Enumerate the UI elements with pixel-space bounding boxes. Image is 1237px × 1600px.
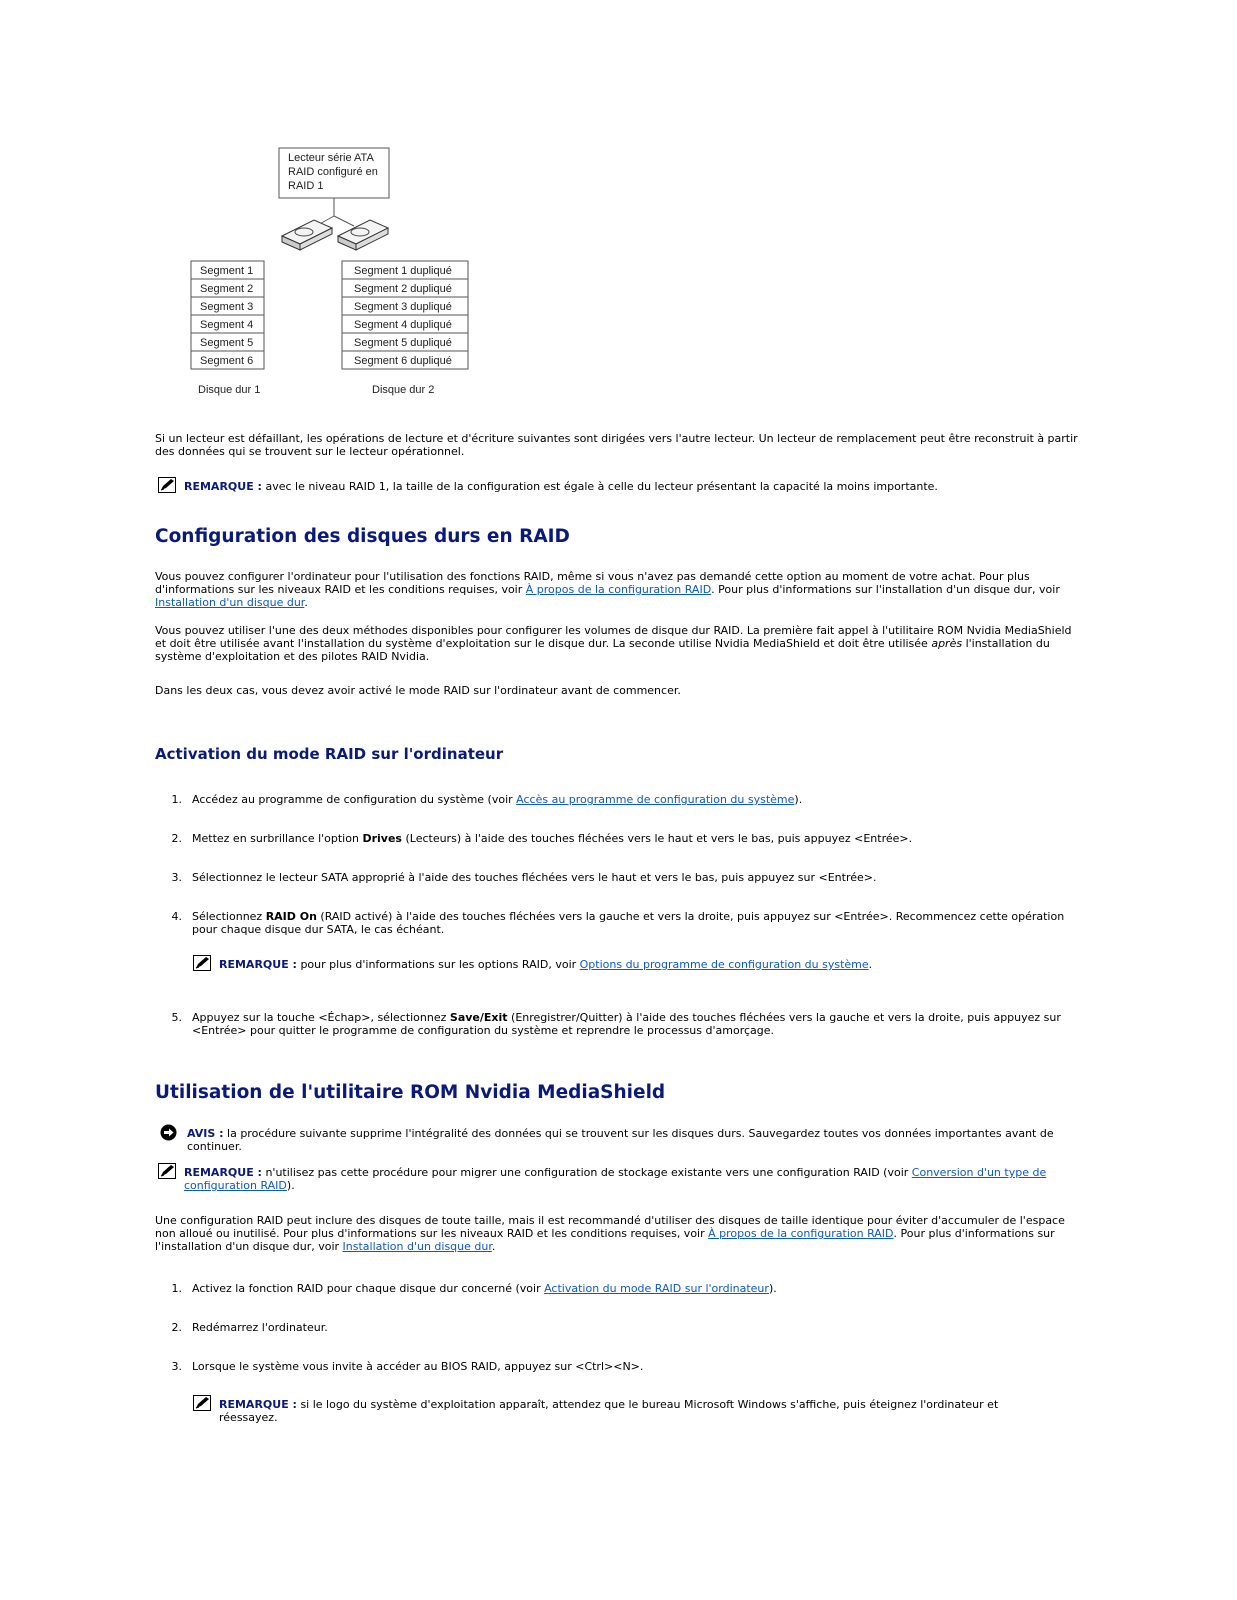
diagram-box-line-3: RAID 1 <box>288 180 324 192</box>
text: . Pour plus d'informations sur l'installation d'un disque dur, voir <box>155 1227 1055 1253</box>
diagram-box-line-2: RAID configuré en <box>288 166 378 178</box>
note-label: REMARQUE : <box>184 480 262 493</box>
note-pencil-icon <box>193 1395 211 1411</box>
text: n'utilisez pas cette procédure pour migrer une configuration de stockage existante vers une configuration RAID (voir <box>261 1166 912 1179</box>
note-raid-options <box>219 958 1079 971</box>
text: . <box>304 596 308 609</box>
step-number: 3. <box>171 1360 182 1373</box>
hard-drive-icon <box>282 220 332 250</box>
segment-label: Segment 3 dupliqué <box>354 301 452 313</box>
text: . <box>491 1240 496 1253</box>
text: (Enregistrer/Quitter) à l'aide des touches fléchées vers la gauche et vers la droite, puis appuyez sur <Entrée> pour quitter le programme de configuration du système et reprendre le processus d'amorçage. <box>192 1011 1061 1037</box>
activation-step-5 <box>192 1011 1072 1037</box>
activation-step-2 <box>192 832 1072 845</box>
note-label: REMARQUE : <box>184 1166 262 1179</box>
text: (Lecteurs) à l'aide des touches fléchées vers le haut et vers le bas, puis appuyez <Entrée>. <box>401 832 913 845</box>
text: Appuyez sur la touche <Échap>, sélectionnez <box>192 1011 450 1024</box>
text: Vous pouvez utiliser l'une des deux méthodes disponibles pour configurer les volumes de disque dur RAID. La première fait appel à l'utilitaire ROM Nvidia MediaShield et doit être utilisée avant l'installation du système d'exploitation sur le disque dur. La seconde utilise Nvidia MediaShield et doit être utilisée <box>155 624 1072 650</box>
segment-label: Segment 4 dupliqué <box>354 319 452 331</box>
note-label: REMARQUE : <box>219 1398 297 1411</box>
segment-label: Segment 5 <box>200 337 254 349</box>
note-migration <box>184 1166 1079 1192</box>
section3-paragraph <box>155 1214 1080 1253</box>
note-text: avec le niveau RAID 1, la taille de la configuration est égale à celle du lecteur présentant la capacité la moins importante. <box>261 480 938 493</box>
notice-arrow-icon <box>160 1124 177 1141</box>
disk1-label: Disque dur 1 <box>198 384 261 396</box>
note-os-logo <box>219 1398 1049 1424</box>
activation-step-3: Sélectionnez le lecteur SATA approprié à l'aide des touches fléchées vers le haut et vers le bas, puis appuyez sur <Entrée>. <box>192 871 877 884</box>
activation-step-1 <box>192 793 1072 806</box>
section-title-mediashield: Utilisation de l'utilitaire ROM Nvidia MediaShield <box>155 1082 666 1103</box>
text: la procédure suivante supprime l'intégralité des données qui se trouvent sur les disques durs. Sauvegardez toutes vos données importantes avant de continuer. <box>187 1127 1054 1153</box>
link-setup-access[interactable]: Accès au programme de configuration du système <box>516 793 795 806</box>
section-title-configuration: Configuration des disques durs en RAID <box>155 526 570 547</box>
disk1-segments <box>191 261 264 369</box>
text: ). <box>794 793 803 806</box>
step-number: 2. <box>171 832 182 845</box>
section-title-activation: Activation du mode RAID sur l'ordinateur <box>155 745 504 763</box>
text: . Pour plus d'informations sur l'installation d'un disque dur, voir <box>711 583 1060 596</box>
link-activation-raid[interactable]: Activation du mode RAID sur l'ordinateur <box>544 1282 769 1295</box>
text: ). <box>286 1179 295 1192</box>
note-pencil-icon <box>158 477 176 493</box>
link-convert-raid[interactable]: Conversion d'un type de configuration RAID <box>184 1166 1047 1192</box>
failover-paragraph: Si un lecteur est défaillant, les opérations de lecture et d'écriture suivantes sont dirigées vers l'autre lecteur. Un lecteur de remplacement peut être reconstruit à partir des données qui se trouvent sur le lecteur opérationnel. <box>155 432 1078 458</box>
link-install-disk[interactable]: Installation d'un disque dur <box>155 596 305 609</box>
section1-paragraph-3: Dans les deux cas, vous devez avoir activé le mode RAID sur l'ordinateur avant de commencer. <box>155 684 681 697</box>
segment-label: Segment 3 <box>200 301 254 313</box>
bold-text: RAID On <box>265 910 317 923</box>
disk2-segments <box>342 261 468 369</box>
note-raid1-size <box>184 480 1074 493</box>
note-label: REMARQUE : <box>219 958 297 971</box>
text: . <box>868 958 873 971</box>
text: Activez la fonction RAID pour chaque disque dur concerné (voir <box>192 1282 545 1295</box>
text: ). <box>768 1282 777 1295</box>
mediashield-step-2: Redémarrez l'ordinateur. <box>192 1321 328 1334</box>
note-pencil-icon <box>158 1163 176 1179</box>
link-about-raid[interactable]: À propos de la configuration RAID <box>525 583 712 596</box>
text: Accédez au programme de configuration du système (voir <box>192 793 517 806</box>
text: (RAID activé) à l'aide des touches fléchées vers la gauche et vers la droite, puis appuyez sur <Entrée>. Recommencez cette opération pour chaque disque dur SATA, le cas échéant. <box>192 910 1065 936</box>
segment-label: Segment 2 <box>200 283 254 295</box>
segment-label: Segment 1 <box>200 265 254 277</box>
link-install-disk[interactable]: Installation d'un disque dur <box>342 1240 492 1253</box>
text: Mettez en surbrillance l'option <box>192 832 363 845</box>
emphasis: après <box>931 637 963 650</box>
step-number: 1. <box>171 1282 182 1295</box>
step-number: 1. <box>171 793 182 806</box>
link-setup-options[interactable]: Options du programme de configuration du système <box>579 958 869 971</box>
note-pencil-icon <box>193 955 211 971</box>
mediashield-step-3: Lorsque le système vous invite à accéder au BIOS RAID, appuyez sur <Ctrl><N>. <box>192 1360 644 1373</box>
raid1-diagram <box>180 140 490 410</box>
notice-data-loss <box>187 1127 1077 1153</box>
disk2-label: Disque dur 2 <box>372 384 435 396</box>
step-number: 2. <box>171 1321 182 1334</box>
segment-label: Segment 1 dupliqué <box>354 265 452 277</box>
mediashield-step-1 <box>192 1282 1072 1295</box>
notice-label: AVIS : <box>187 1127 224 1140</box>
text: l'installation du système d'exploitation et des pilotes RAID Nvidia. <box>155 637 1050 663</box>
hard-drive-icon <box>338 220 388 250</box>
text: Vous pouvez configurer l'ordinateur pour l'utilisation des fonctions RAID, même si vous n'avez pas demandé cette option au moment de votre achat. Pour plus d'informations sur les niveaux RAID et les conditions requises, voir <box>155 570 1030 596</box>
bold-text: Drives <box>362 832 402 845</box>
segment-label: Segment 6 <box>200 355 254 367</box>
text: Une configuration RAID peut inclure des disques de toute taille, mais il est recommandé d'utiliser des disques de taille identique pour éviter d'accumuler de l'espace non alloué ou inutilisé. Pour plus d'informations sur les niveaux RAID et les conditions requises, voir <box>155 1214 1065 1240</box>
text: pour plus d'informations sur les options RAID, voir <box>296 958 580 971</box>
step-number: 5. <box>171 1011 182 1024</box>
segment-label: Segment 4 <box>200 319 254 331</box>
step-number: 3. <box>171 871 182 884</box>
segment-label: Segment 2 dupliqué <box>354 283 452 295</box>
segment-label: Segment 5 dupliqué <box>354 337 452 349</box>
section1-paragraph-1 <box>155 570 1080 609</box>
activation-step-4 <box>192 910 1072 936</box>
text: Sélectionnez <box>192 910 266 923</box>
link-about-raid[interactable]: À propos de la configuration RAID <box>708 1227 894 1240</box>
bold-text: Save/Exit <box>449 1011 508 1024</box>
section1-paragraph-2 <box>155 624 1080 663</box>
diagram-box-line-1: Lecteur série ATA <box>288 152 374 164</box>
text: si le logo du système d'exploitation apparaît, attendez que le bureau Microsoft Windows s'affiche, puis éteignez l'ordinateur et réessayez. <box>219 1398 999 1424</box>
segment-label: Segment 6 dupliqué <box>354 355 452 367</box>
step-number: 4. <box>171 910 182 923</box>
